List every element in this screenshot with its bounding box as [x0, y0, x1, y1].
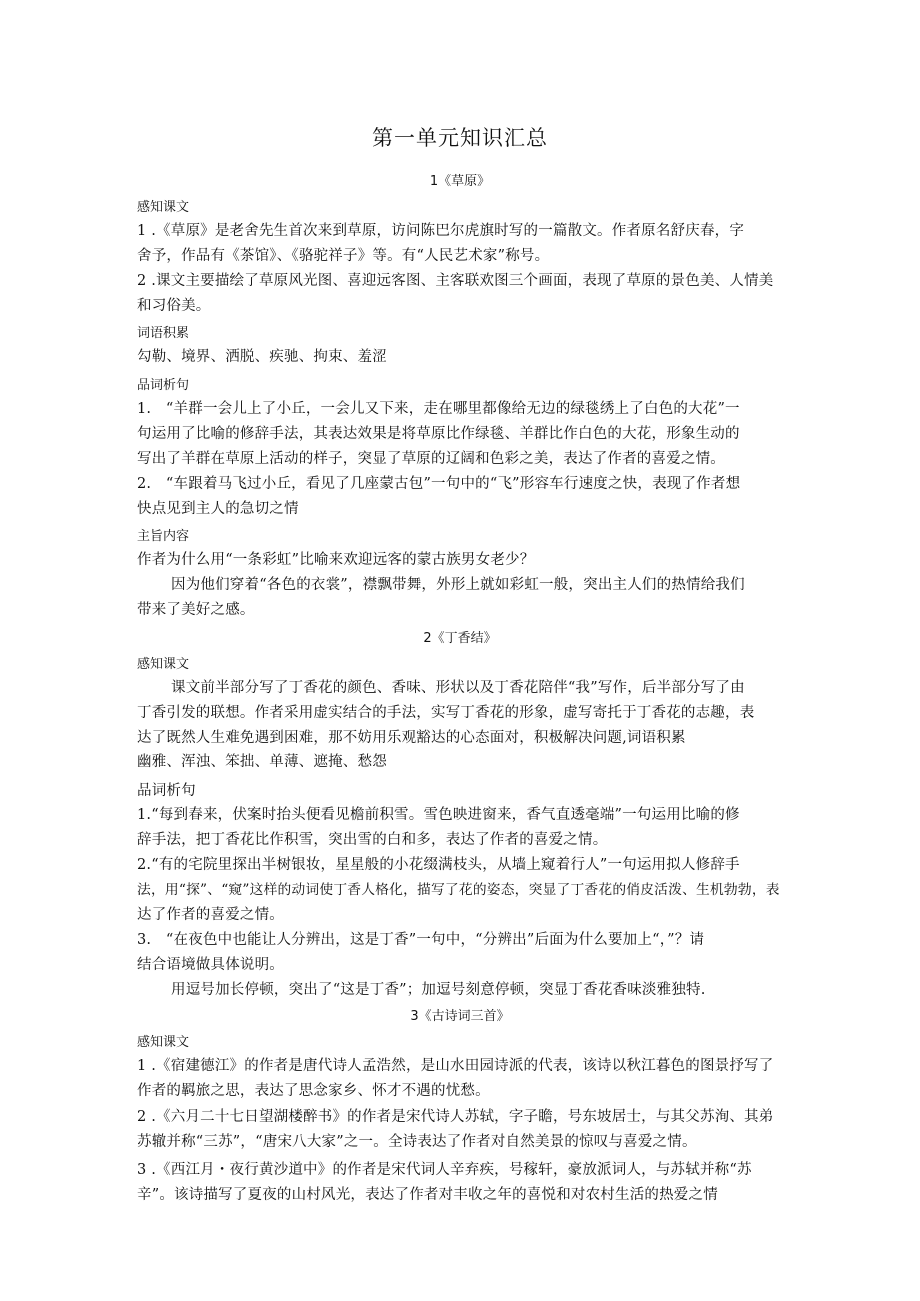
text-line: 2 .课文主要描绘了草原风光图、喜迎远客图、主客联欢图三个画面，表现了草原的景色美、人情美	[137, 273, 774, 289]
text-line: 2 .《六月二十七日望湖楼醉书》的作者是宋代诗人苏轼，字子瞻，号东坡居士，与其父苏洵、其弟	[137, 1109, 774, 1125]
text-line: 1 .《草原》是老舍先生首次来到草原，访问陈巴尔虎旗时写的一篇散文。作者原名舒庆春，字	[137, 223, 745, 239]
text-line: 写出了羊群在草原上活动的样子，突显了草原的辽阔和色彩之美，表达了作者的喜爱之情。	[137, 451, 725, 467]
text-line: 和习俗美。	[137, 298, 211, 314]
subheading-analysis: 品词析句	[137, 783, 196, 799]
subheading-perceive: 感知课文	[137, 657, 190, 672]
subheading-theme: 主旨内容	[137, 529, 190, 544]
text-line: 快点见到主人的急切之情	[137, 501, 299, 517]
page-title: 第一单元知识汇总	[372, 126, 548, 150]
subheading-words: 词语积累	[137, 326, 190, 341]
text-line: 舍予，作品有《茶馆》、《骆驼祥子》等。有“人民艺术家”称号。	[137, 248, 550, 264]
section-heading-caoyuan: 1《草原》	[429, 174, 491, 189]
word-list: 幽雅、浑浊、笨拙、单薄、遮掩、愁怨	[137, 754, 387, 770]
text-line: 1 .《宿建德江》的作者是唐代诗人孟浩然，是山水田园诗派的代表，该诗以秋江暮色的图景抒写了	[137, 1058, 774, 1074]
text-line: 辛”。该诗描写了夏夜的山村风光，表达了作者对丰收之年的喜悦和对农村生活的热爱之情	[137, 1187, 718, 1203]
text-line: 3. “在夜色中也能让人分辨出，这是丁香”一句中，“分辨出”后面为什么要加上“，”？请	[137, 932, 705, 948]
question: 作者为什么用“一条彩虹”比喻来欢迎远客的蒙古族男女老少？	[137, 552, 535, 568]
text-line: 达了作者的喜爱之情。	[137, 907, 284, 923]
subheading-perceive: 感知课文	[137, 1035, 190, 1050]
section-heading-dingxiangjie: 2《丁香结》	[423, 631, 497, 646]
answer-line: 带来了美好之感。	[137, 602, 255, 618]
text-line: 1.“每到春来，伏案时抬头便看见檐前积雪。雪色映进窗来，香气直透毫端”一句运用比喻的修	[137, 807, 740, 823]
answer-line: 用逗号加长停顿，突出了“这是丁香”；加逗号刻意停顿，突显丁香花香味淡雅独特.	[171, 982, 706, 998]
text-line: 课文前半部分写了丁香花的颜色、香味、形状以及丁香花陪伴“我”写作，后半部分写了由	[171, 680, 745, 696]
text-line: 丁香引发的联想。作者采用虚实结合的手法，实写丁香花的形象，虚写寄托于丁香花的志趣，表	[137, 705, 755, 721]
text-line: 句运用了比喻的修辞手法，其表达效果是将草原比作绿毯、羊群比作白色的大花，形象生动的	[137, 426, 740, 442]
text-line: 达了既然人生难免遇到困难，那不妨用乐观豁达的心态面对，积极解决问题,词语积累	[137, 730, 686, 746]
text-line: 结合语境做具体说明。	[137, 957, 284, 973]
subheading-perceive: 感知课文	[137, 200, 190, 215]
section-heading-gushici: 3《古诗词三首》	[410, 1009, 510, 1024]
text-line: 苏辙并称“三苏”，“唐宋八大家”之一。全诗表达了作者对自然美景的惊叹与喜爱之情。	[137, 1134, 697, 1150]
word-list: 勾勒、境界、洒脱、疾驰、拘束、羞涩	[137, 349, 387, 365]
answer-line: 因为他们穿着“各色的衣裳”，襟飘带舞，外形上就如彩虹一般，突出主人们的热情给我们	[171, 577, 745, 593]
text-line: 作者的羁旅之思，表达了思念家乡、怀才不遇的忧愁。	[137, 1083, 490, 1099]
text-line: 2.“有的宅院里探出半树银妆，星星般的小花缀满枝头，从墙上窥着行人”一句运用拟人修辞手	[137, 857, 740, 873]
subheading-analysis: 品词析句	[137, 378, 190, 393]
text-line: 法，用“探”、“窥”这样的动词使丁香人格化，描写了花的姿态，突显了丁香花的俏皮活泼、生机勃勃，表	[137, 882, 780, 898]
text-line: 2. “车跟着马飞过小丘，看见了几座蒙古包”一句中的“飞”形容车行速度之快，表现了作者想	[137, 476, 741, 492]
text-line: 辞手法，把丁香花比作积雪，突出雪的白和多，表达了作者的喜爱之情。	[137, 832, 608, 848]
text-line: 1. “羊群一会儿上了小丘，一会儿又下来，走在哪里都像给无边的绿毯绣上了白色的大花”一	[137, 401, 740, 417]
text-line: 3 .《西江月・夜行黄沙道中》的作者是宋代词人辛弃疾，号稼轩，豪放派词人，与苏轼并称“苏	[137, 1162, 752, 1178]
